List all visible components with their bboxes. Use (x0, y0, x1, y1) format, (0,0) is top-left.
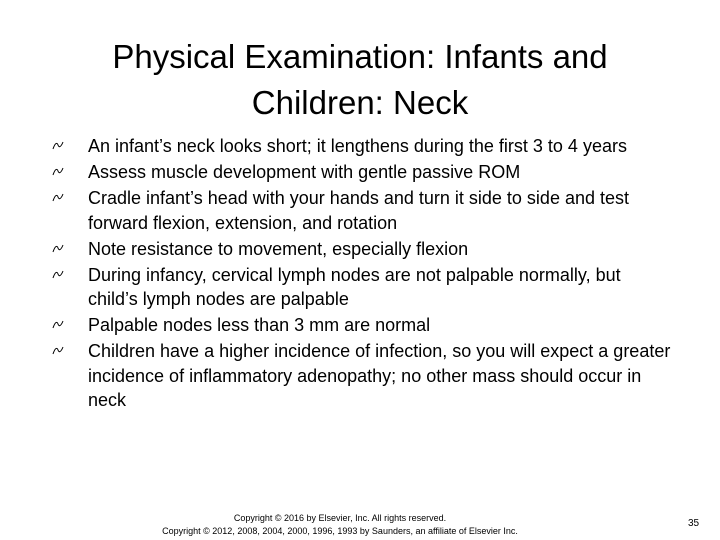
copyright-line-2: Copyright © 2012, 2008, 2004, 2000, 1996, 1993 by Saunders, an affiliate of Elsevier Inc. (162, 526, 518, 536)
bullet-text: Cradle infant’s head with your hands and turn it side to side and test forward flexion, extension, and rotation (88, 188, 630, 233)
copyright-line-1: Copyright © 2016 by Elsevier, Inc. All rights reserved. (233, 513, 447, 523)
slide-title (60, 34, 660, 126)
bullet-icon (52, 244, 64, 253)
bullet-text: During infancy, cervical lymph nodes are not palpable normally, but child’s lymph nodes are palpable (88, 264, 621, 309)
copyright-footer (140, 512, 540, 538)
bullet-item (52, 313, 672, 338)
bullet-text: Note resistance to movement, especially flexion (88, 238, 469, 259)
bullet-text: Assess muscle development with gentle passive ROM (88, 162, 521, 182)
page-number: 35 (688, 518, 700, 529)
bullet-icon (52, 346, 64, 355)
bullet-icon (52, 320, 64, 329)
bullet-item (52, 263, 672, 312)
bullet-icon (52, 270, 64, 279)
slide-title-line-2: Children: Neck (251, 84, 469, 121)
bullet-item (52, 134, 672, 159)
bullet-icon (52, 193, 64, 202)
bullet-icon (52, 167, 64, 176)
bullet-text: An infant’s neck looks short; it lengthens during the first 3 to 4 years (88, 136, 627, 156)
slide-title-line-1: Physical Examination: Infants and (112, 38, 608, 75)
bullet-icon (52, 141, 64, 150)
bullet-text: Palpable nodes less than 3 mm are normal (88, 315, 431, 335)
bullet-item (52, 237, 672, 262)
bullet-item (52, 160, 672, 185)
bullet-item (52, 186, 672, 235)
bullet-list (52, 134, 672, 414)
bullet-text: Children have a higher incidence of infection, so you will expect a greater incidence of inflammatory adenopathy; no other mass should occur in neck (88, 341, 671, 410)
bullet-item (52, 339, 672, 413)
